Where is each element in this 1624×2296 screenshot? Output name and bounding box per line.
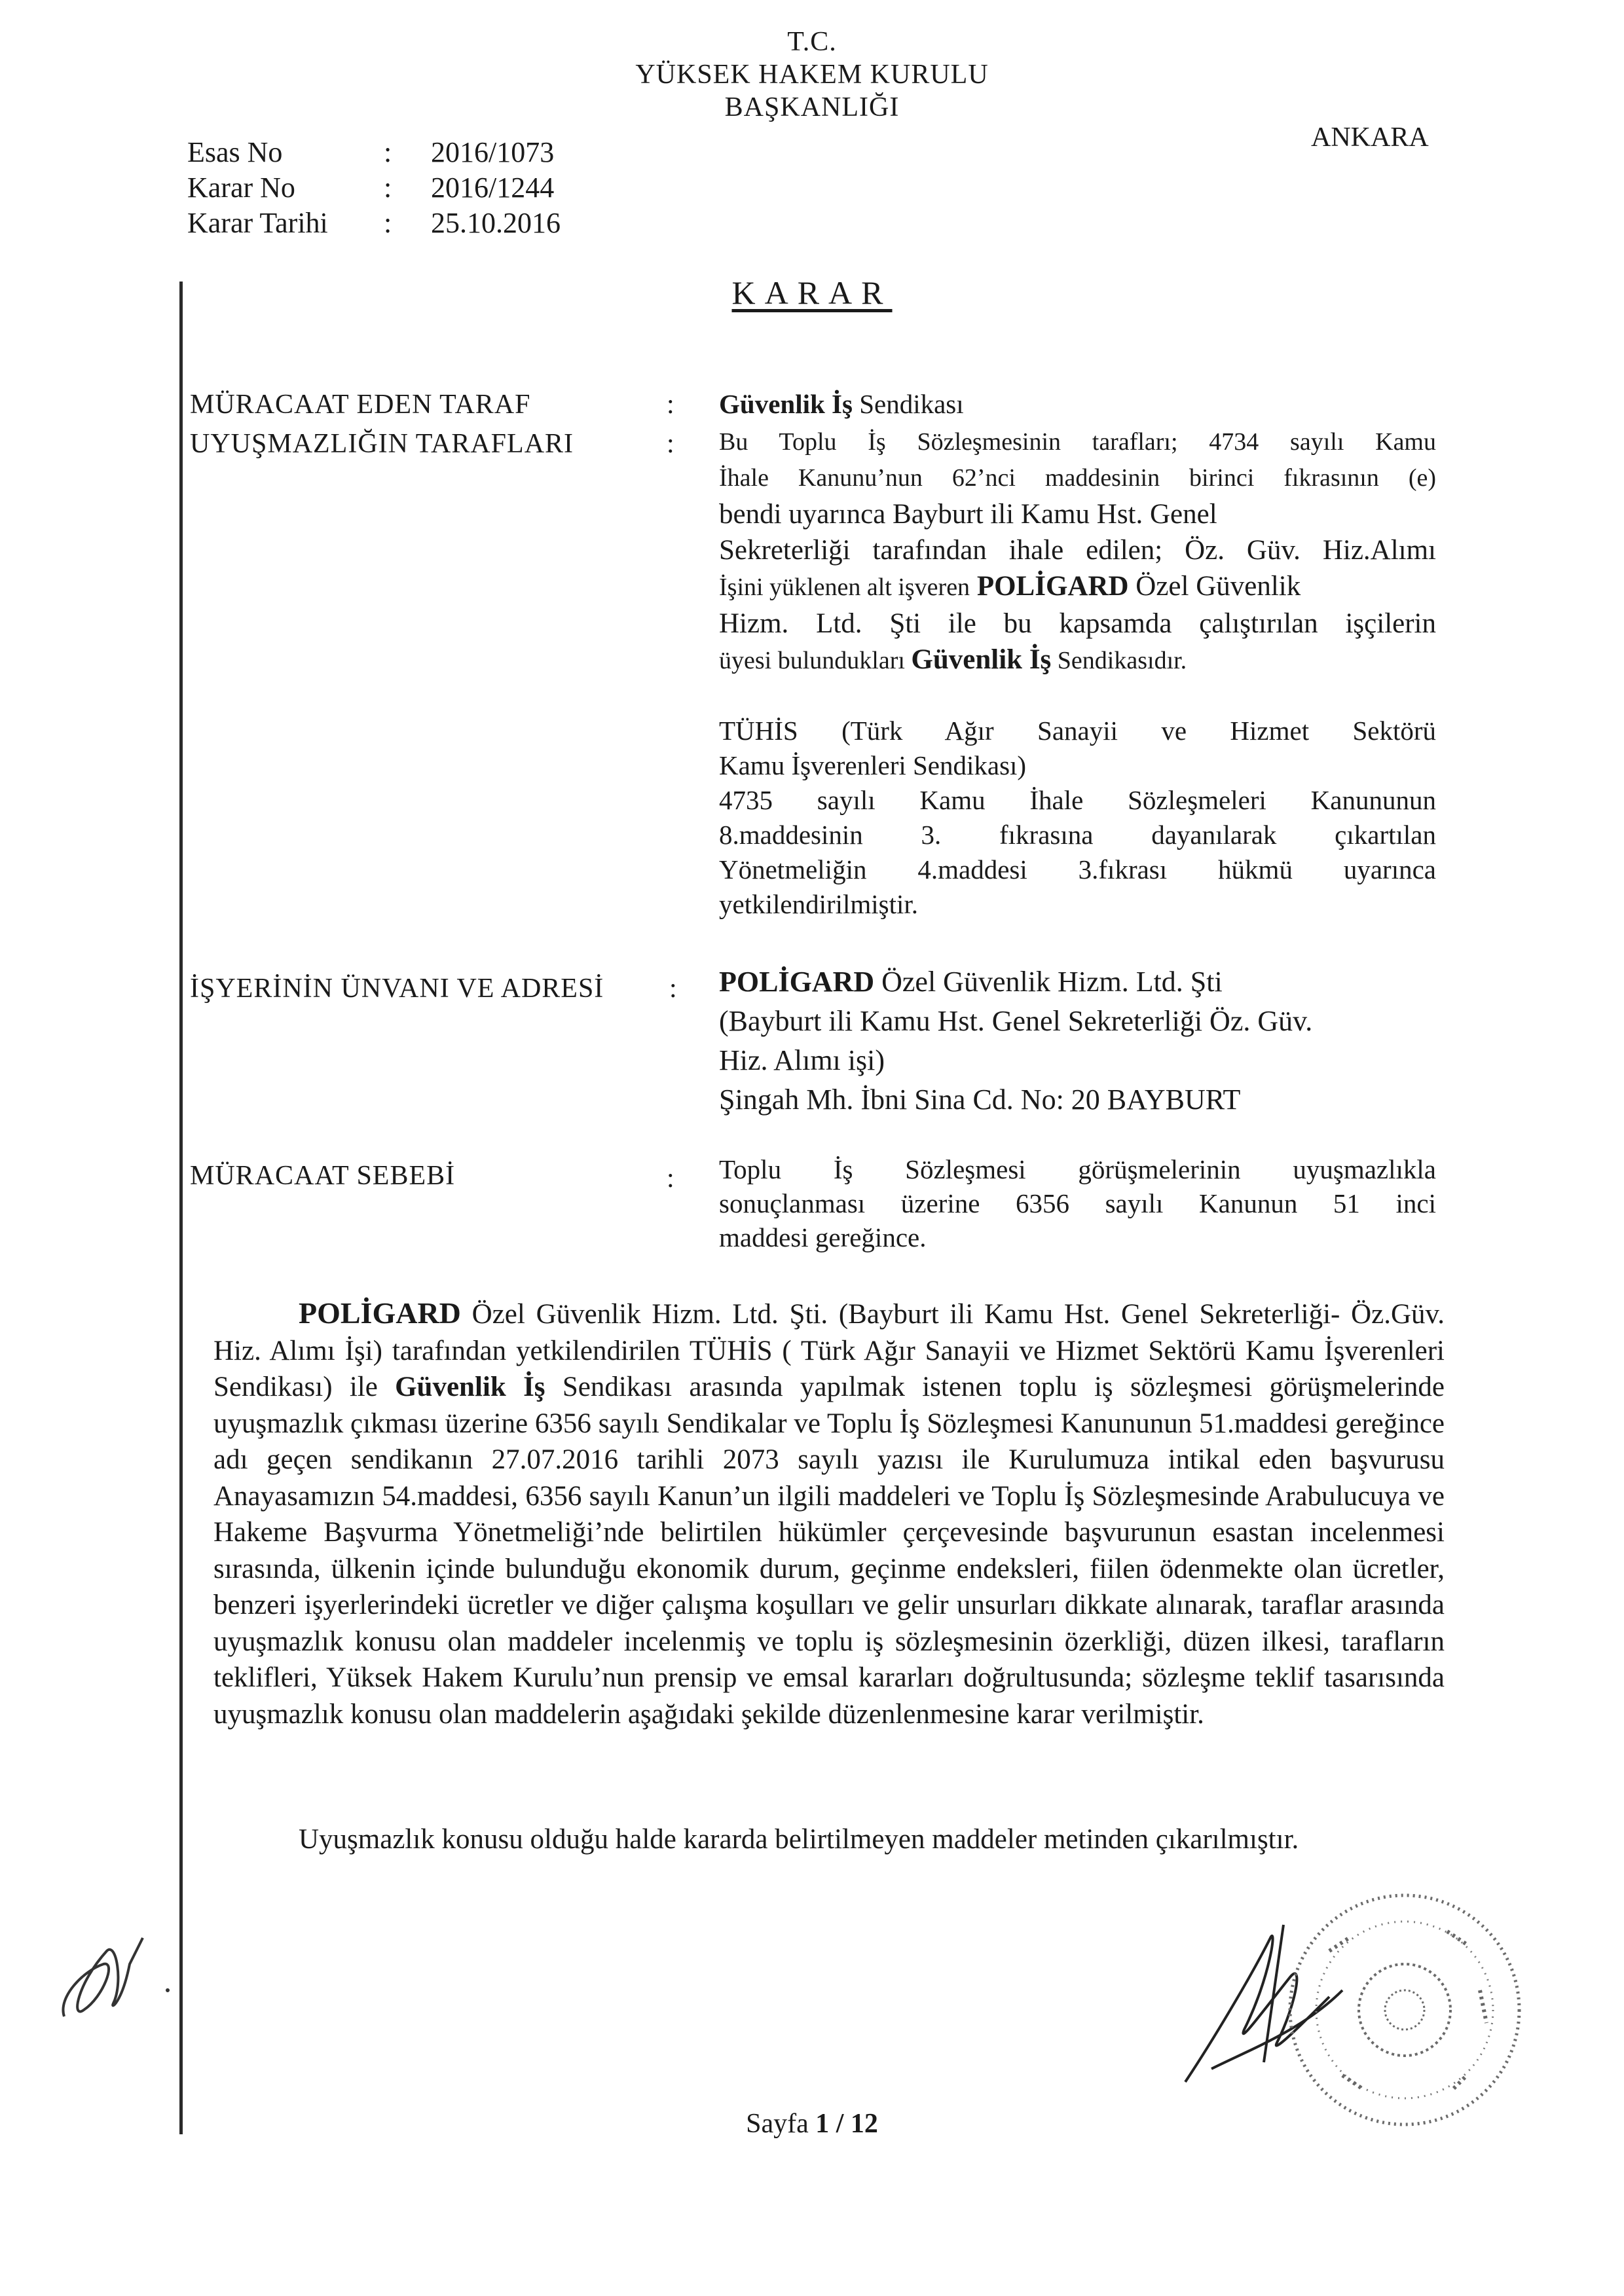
parties-line-5-pre: İşini yüklenen alt işveren [719, 574, 970, 601]
page-indicator [0, 2108, 1624, 2140]
parties-text [719, 424, 1436, 679]
tuhis-line-6: yetkilendirilmiştir. [719, 889, 919, 919]
decision-paragraph-2: Uyuşmazlık konusu olduğu halde kararda belirtilmeyen maddeler metinden çıkarılmıştır. [299, 1824, 1299, 1855]
workplace-line-1 [719, 962, 1436, 1002]
tarih-row [187, 206, 561, 241]
header-tc: T.C. [787, 27, 837, 57]
left-margin-rule [179, 282, 183, 2134]
parties-union-bold: Güvenlik İş [911, 644, 1052, 675]
workplace-line-3: Hiz. Alımı işi) [719, 1044, 885, 1076]
parties-line-7 [719, 642, 1436, 679]
header-city: ANKARA [1311, 122, 1429, 153]
esas-value: 2016/1073 [431, 136, 555, 168]
reason-label: MÜRACAAT SEBEBİ [190, 1161, 456, 1191]
esas-colon: : [384, 136, 392, 168]
esas-label: Esas No [187, 136, 283, 168]
page-prefix: Sayfa [746, 2109, 809, 2139]
workplace-address: Şingah Mh. İbni Sina Cd. No: 20 BAYBURT [719, 1084, 1241, 1116]
parties-colon: : [667, 429, 674, 459]
applicant-union-rest: Sendikası [859, 389, 964, 419]
workplace-line-2: (Bayburt ili Kamu Hst. Genel Sekreterliği Öz. Güv. [719, 1005, 1313, 1037]
parties-line-1: Bu Toplu İş Sözleşmesinin tarafları; 4734 sayılı Kamu [719, 428, 1436, 456]
tarih-label: Karar Tarihi [187, 207, 328, 239]
reason-text [719, 1152, 1436, 1254]
tuhis-line-1: TÜHİS (Türk Ağır Sanayii ve Hizmet Sektörü [719, 716, 1436, 746]
p1-union-bold: Güvenlik İş [395, 1372, 545, 1402]
workplace-label: İŞYERİNİN ÜNVANI VE ADRESİ [190, 974, 604, 1004]
reason-line-2: sonuçlanması üzerine 6356 sayılı Kanunun 51 inci [719, 1188, 1436, 1218]
applicant-colon: : [667, 390, 674, 420]
reason-colon: : [667, 1163, 674, 1194]
parties-line-5 [719, 568, 1436, 606]
page-number: 1 / 12 [815, 2109, 878, 2139]
tarih-colon: : [384, 207, 392, 239]
decision-paragraph-1 [213, 1295, 1445, 1732]
parties-line-3: bendi uyarınca Bayburt ili Kamu Hst. Genel [719, 499, 1217, 530]
workplace-line-1-rest: Özel Güvenlik Hizm. Ltd. Şti [881, 966, 1223, 998]
parties-label: UYUŞMAZLIĞIN TARAFLARI [190, 429, 574, 459]
karar-row [187, 170, 554, 206]
tuhis-text [719, 714, 1436, 922]
workplace-company-bold: POLİGARD [719, 966, 875, 998]
p1-part-1: Özel Güvenlik Hizm. Ltd. Şti. (Bayburt ili Kamu Hst. Genel Sekreterliği- Öz.Güv. Hiz. Alımı İşi) tarafından yetkilendirilen TÜHİS ( Türk Ağır Sanayii ve Hizmet Sektörü Kamu İşverenleri Sendikası) ile [213, 1299, 1445, 1402]
parties-line-7-post: Sendikasıdır. [1057, 647, 1187, 674]
applicant-union-bold: Güvenlik İş [719, 389, 853, 419]
workplace-text [719, 962, 1436, 1120]
parties-line-7-pre: üyesi bulundukları [719, 647, 905, 674]
p1-company-bold: POLİGARD [299, 1296, 461, 1330]
p1-part-2: Sendikası arasında yapılmak istenen toplu iş sözleşmesi görüşmelerinde uyuşmazlık çıkması üzerine 6356 sayılı Sendikalar ve Toplu İş Sözleşmesi Kanununun 51.maddesi gereğince adı geçen sendikanın 27.07.2016 tarihli 2073 sayılı yazısı ile Kurulumuza intikal eden başvurusu Anayasamızın 54.maddesi, 6356 sayılı Kanun’un ilgili maddeleri ve Toplu İş Sözleşmesinde Arabulucuya ve Hakeme Başvurma Yönetmeliği’nde belirtilen hükümler çerçevesinde başvurunun esastan incelenmesi sırasında, ülkenin içinde bulunduğu ekonomik durum, geçinme endeksleri, fiilen ödenmekte olan ücretler, benzeri işyerlerindeki ücretler ve diğer çalışma koşulları ve gelir unsurları dikkate alınarak, taraflar arasında uyuşmazlık konusu olan maddeler incelenmiş ve toplu iş sözleşmesinin özerkliği, düzen ilkesi, tarafların teklifleri, Yüksek Hakem Kurulu’nun prensip ve emsal kararları doğrultusunda; sözleşme teklif tasarısında uyuşmazlık konusu olan maddelerin aşağıdaki şekilde düzenlenmesine karar verilmiştir. [213, 1372, 1445, 1730]
handwritten-initial [45, 1925, 182, 2043]
tarih-value: 25.10.2016 [431, 207, 561, 239]
tuhis-line-5: Yönetmeliğin 4.maddesi 3.fıkrası hükmü uyarınca [719, 854, 1436, 884]
header-institution: YÜKSEK HAKEM KURULU [635, 60, 989, 90]
esas-row [187, 135, 554, 170]
official-seal [1270, 1879, 1539, 2141]
header-presidency: BAŞKANLIĞI [724, 92, 900, 122]
parties-line-5-post: Özel Güvenlik [1135, 571, 1301, 602]
tuhis-line-4: 8.maddesinin 3. fıkrasına dayanılarak çıkartılan [719, 820, 1436, 850]
karar-value: 2016/1244 [431, 172, 555, 204]
reason-line-1: Toplu İş Sözleşmesi görüşmelerinin uyuşmazlıkla [719, 1154, 1436, 1184]
karar-label: Karar No [187, 172, 295, 204]
parties-line-4: Sekreterliği tarafından ihale edilen; Öz. Güv. Hiz.Alımı [719, 535, 1436, 566]
parties-employer-bold: POLİGARD [976, 571, 1129, 602]
applicant-label: MÜRACAAT EDEN TARAF [190, 390, 531, 420]
workplace-colon: : [669, 974, 677, 1004]
decision-title: KARAR [731, 274, 893, 311]
tuhis-line-3: 4735 sayılı Kamu İhale Sözleşmeleri Kanununun [719, 785, 1436, 815]
applicant-value [719, 386, 1436, 422]
reason-line-3: maddesi gereğince. [719, 1222, 927, 1252]
tuhis-line-2: Kamu İşverenleri Sendikası) [719, 750, 1027, 780]
karar-colon: : [384, 172, 392, 204]
parties-line-2: İhale Kanunu’nun 62’nci maddesinin birinci fıkrasının (e) [719, 464, 1436, 492]
parties-line-6: Hizm. Ltd. Şti ile bu kapsamda çalıştırılan işçilerin [719, 608, 1436, 639]
